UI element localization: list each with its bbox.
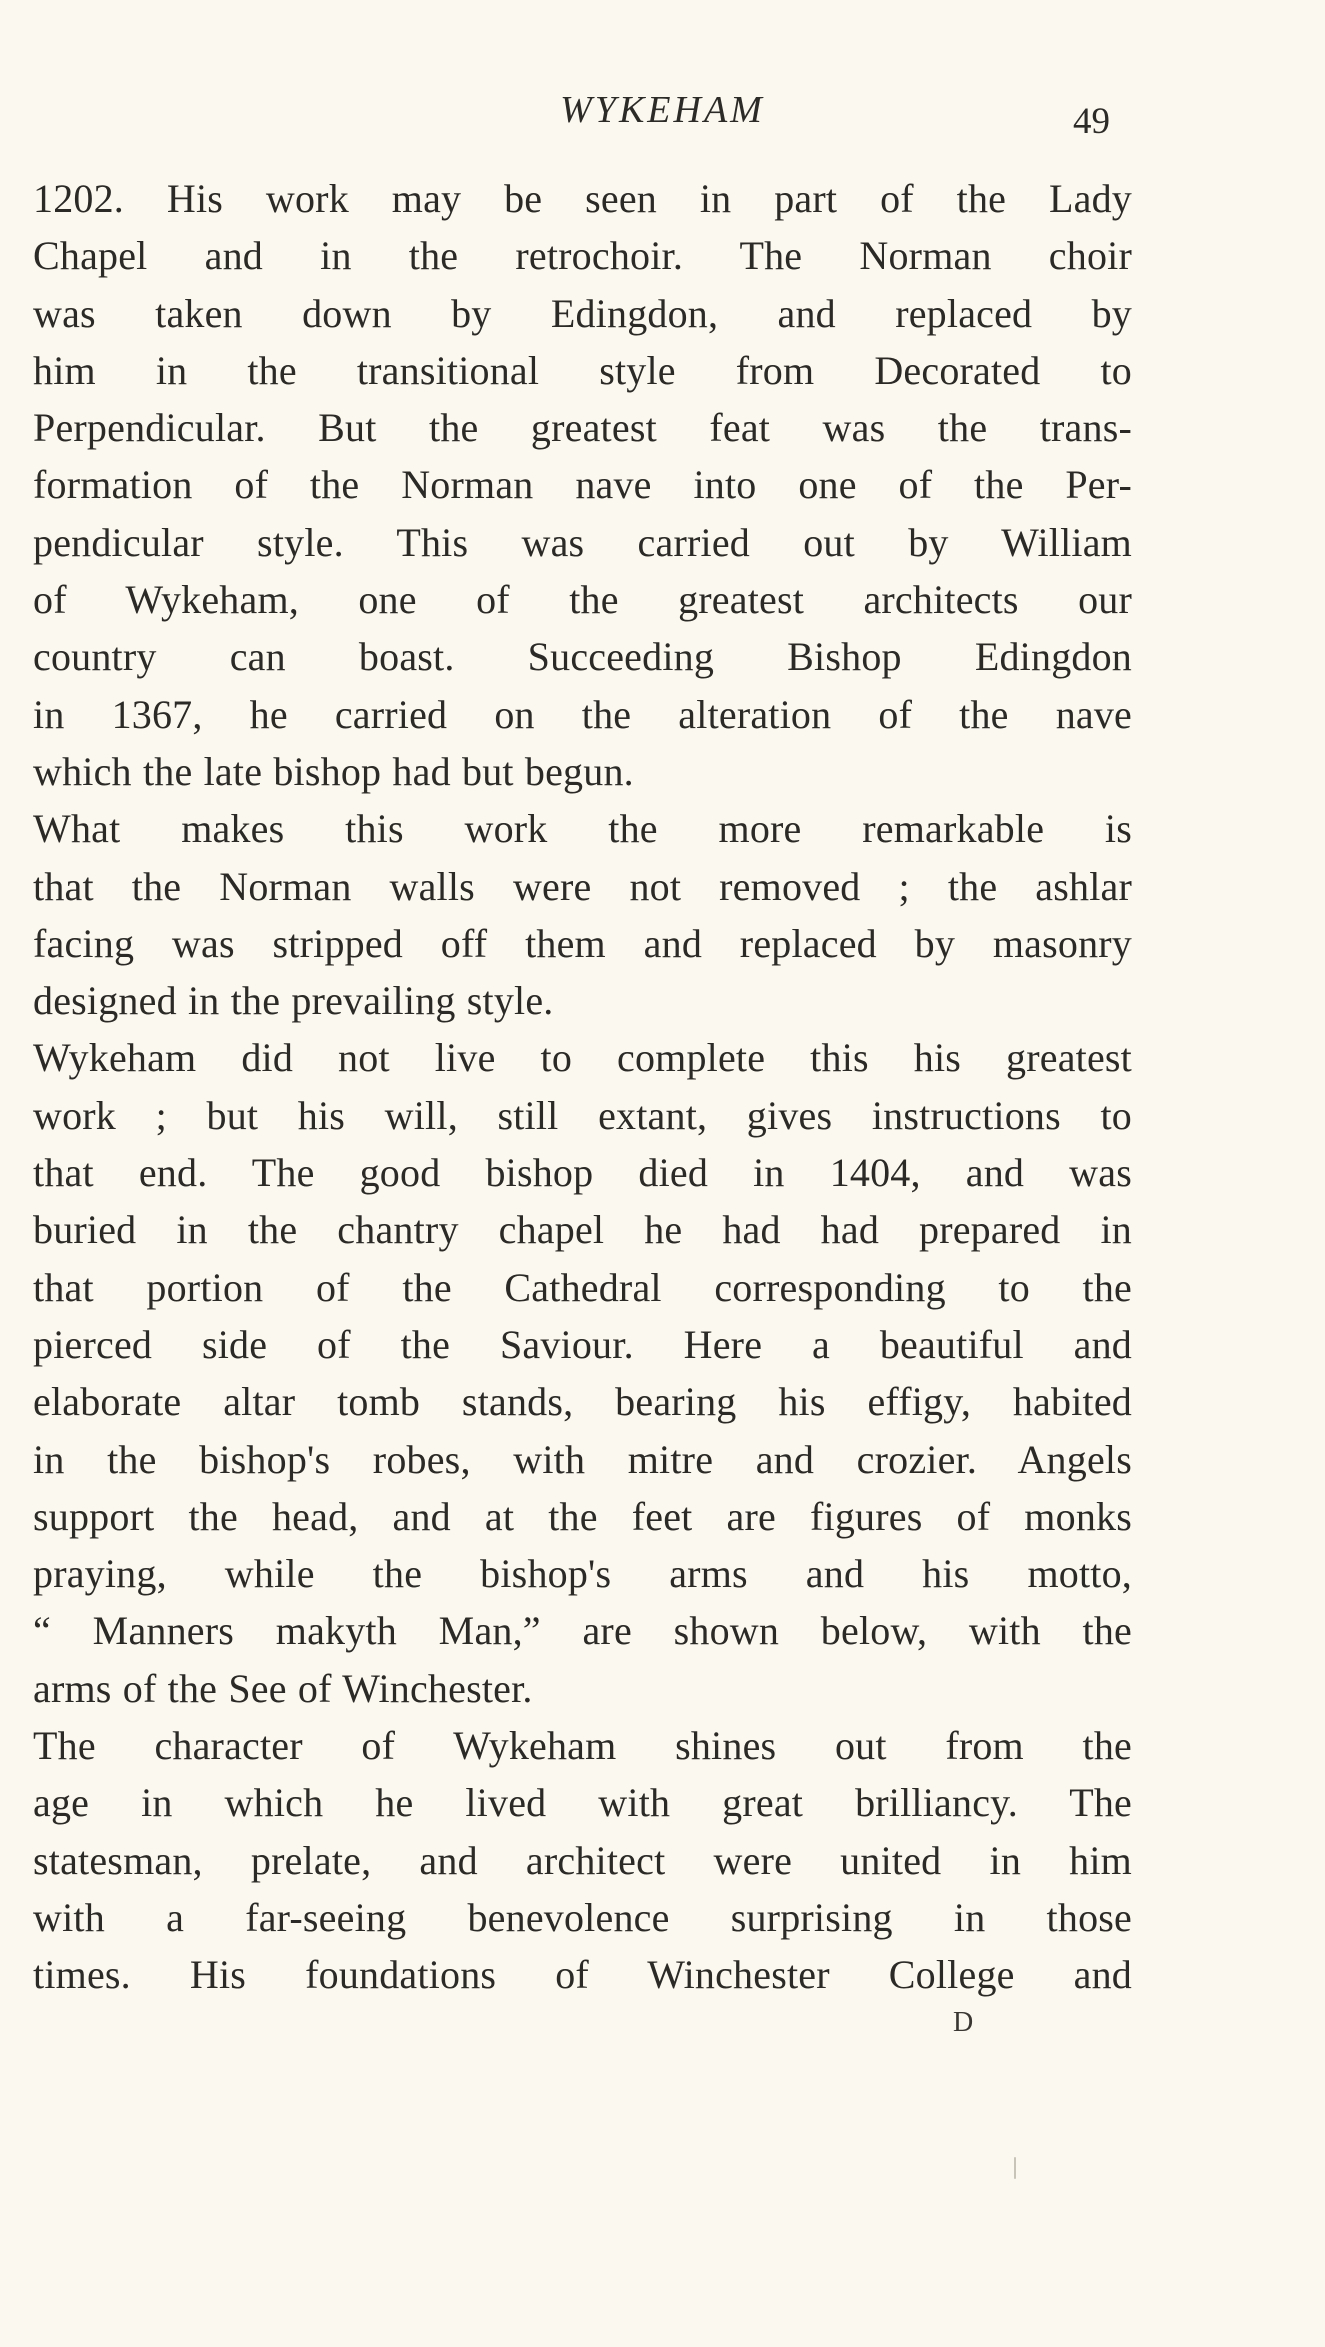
text-line: praying, while the bishop's arms and his motto, bbox=[33, 1551, 1132, 1597]
text-line: age in which he lived with great brilliancy. The bbox=[33, 1780, 1132, 1826]
text-line: The character of Wykeham shines out from the bbox=[33, 1723, 1132, 1769]
text-line: elaborate altar tomb stands, bearing his effigy, habited bbox=[33, 1379, 1132, 1425]
text-line: buried in the chantry chapel he had had prepared in bbox=[33, 1207, 1132, 1253]
text-line: of Wykeham, one of the greatest architects our bbox=[33, 577, 1132, 623]
text-line: that the Norman walls were not removed ; the ashlar bbox=[33, 863, 1132, 909]
text-line: which the late bishop had but begun. bbox=[33, 748, 634, 794]
text-line: What makes this work the more remarkable is bbox=[33, 806, 1132, 852]
text-line: formation of the Norman nave into one of the Per- bbox=[33, 462, 1132, 508]
text-line: Chapel and in the retrochoir. The Norman choir bbox=[33, 233, 1132, 279]
text-line: 1202. His work may be seen in part of the Lady bbox=[33, 176, 1132, 221]
text-line: “ Manners makyth Man,” are shown below, with the bbox=[33, 1608, 1132, 1654]
text-line: support the head, and at the feet are figures of monks bbox=[33, 1493, 1132, 1539]
text-line: that portion of the Cathedral corresponding to the bbox=[33, 1264, 1132, 1310]
text-line: in 1367, he carried on the alteration of the nave bbox=[33, 691, 1132, 737]
text-line: in the bishop's robes, with mitre and crozier. Angels bbox=[33, 1436, 1132, 1482]
text-line: that end. The good bishop died in 1404, and was bbox=[33, 1150, 1132, 1196]
text-line: with a far-seeing benevolence surprising in those bbox=[33, 1894, 1132, 1940]
text-line: was taken down by Edingdon, and replaced by bbox=[33, 290, 1132, 336]
page-number: 49 bbox=[1073, 101, 1110, 142]
text-line: statesman, prelate, and architect were united in him bbox=[33, 1837, 1132, 1883]
text-line: designed in the prevailing style. bbox=[33, 978, 554, 1024]
text-line: work ; but his will, still extant, gives instructions to bbox=[33, 1092, 1132, 1138]
body-text bbox=[33, 170, 1132, 2004]
text-line: him in the transitional style from Decorated to bbox=[33, 347, 1132, 393]
text-line: facing was stripped off them and replaced by masonry bbox=[33, 920, 1132, 966]
paper-speck bbox=[1014, 2157, 1016, 2179]
running-head: WYKEHAM bbox=[560, 89, 765, 131]
text-line: Wykeham did not live to complete this his greatest bbox=[33, 1035, 1132, 1081]
signature-mark: D bbox=[953, 2007, 974, 2038]
text-line: country can boast. Succeeding Bishop Edingdon bbox=[33, 634, 1132, 680]
text-line: arms of the See of Winchester. bbox=[33, 1665, 533, 1711]
text-line: times. His foundations of Winchester College and bbox=[33, 1952, 1132, 1998]
text-line: pendicular style. This was carried out by William bbox=[33, 519, 1132, 565]
text-line: Perpendicular. But the greatest feat was the trans- bbox=[33, 405, 1132, 451]
text-line: pierced side of the Saviour. Here a beautiful and bbox=[33, 1321, 1132, 1367]
